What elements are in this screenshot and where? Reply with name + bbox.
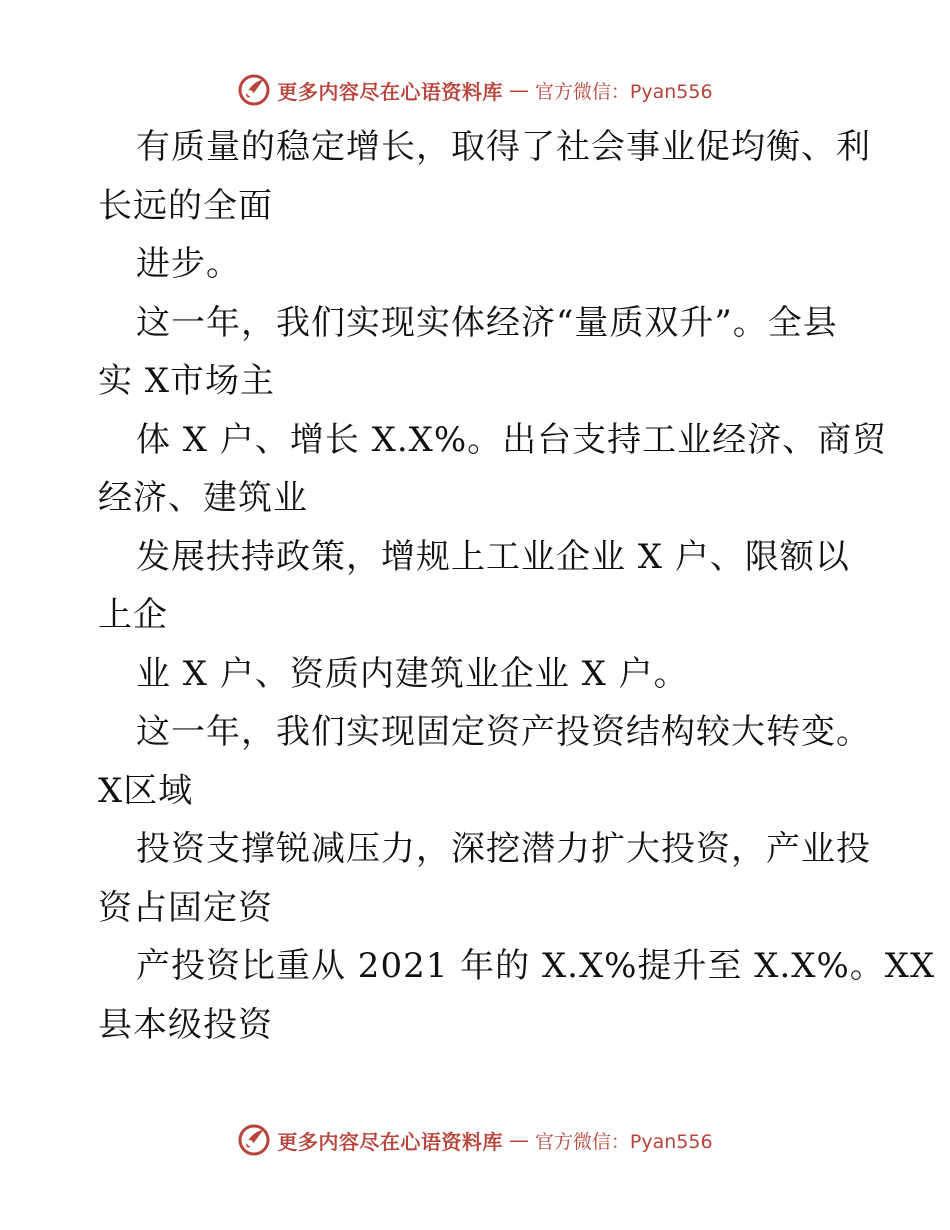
watermark-sub-text: 官方微信：Pyan556 [534,1130,713,1153]
text-line: 体 X 户、增长 X.X%。出台支持工业经济、商贸 [136,419,888,460]
text-line: 业 X 户、资质内建筑业企业 X 户。 [136,653,689,694]
text-line: X区域 [98,770,194,811]
text-line: 投资支撑锐减压力，深挖潜力扩大投资，产业投 [136,829,871,869]
watermark-main-text: 更多内容尽在心语资料库 [277,79,503,104]
leaf-swirl-logo-icon [237,1123,271,1157]
text-line: 资占固定资 [98,887,273,928]
header-watermark [0,70,950,110]
watermark-separator: — [508,78,529,102]
text-line: 县本级投资 [98,1004,273,1045]
text-line: 长远的全面 [98,185,273,226]
leaf-swirl-logo-icon [237,73,271,107]
document-body [98,118,936,1054]
text-line: 有质量的稳定增长，取得了社会事业促均衡、利 [136,127,871,167]
text-line: 产投资比重从 2021 年的 X.X%提升至 X.X%。XX [136,946,936,986]
text-line: 这一年，我们实现固定资产投资结构较大转变。 [136,712,871,752]
text-line: 经济、建筑业 [98,478,308,518]
text-line: 这一年，我们实现实体经济“量质双升”。全县 [136,302,838,343]
footer-watermark [0,1120,950,1160]
text-line: 上企 [98,595,168,635]
watermark-sub-text: 官方微信：Pyan556 [534,80,713,103]
text-line: 进步。 [136,244,241,284]
text-line: 发展扶持政策，增规上工业企业 X 户、限额以 [136,536,850,577]
watermark-main-text: 更多内容尽在心语资料库 [277,1129,503,1154]
watermark-separator: — [508,1128,529,1152]
text-line: 实 X市场主 [98,361,276,401]
